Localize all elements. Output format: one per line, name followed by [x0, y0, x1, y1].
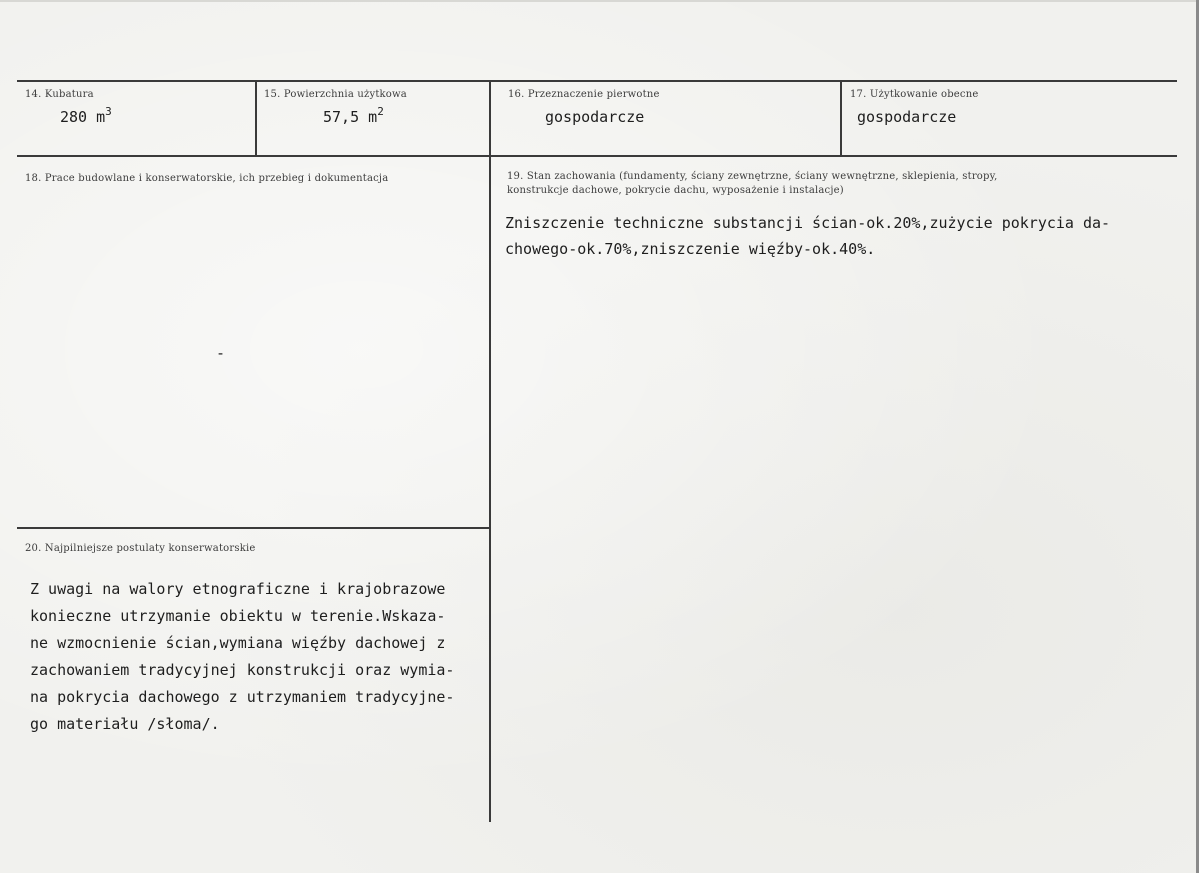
card-top-edge: [0, 0, 1199, 2]
prace-value: -: [216, 344, 226, 362]
powierzchnia-value: [323, 104, 384, 130]
grid-line-col1: [255, 80, 257, 156]
przeznaczenie-value: gospodarcze: [545, 108, 645, 126]
stan-label-line1: 19. Stan zachowania (fundamenty, ściany zewnętrzne, ściany wewnętrzne, sklepienia, stropy,: [507, 171, 998, 182]
stan-label-line2: konstrukcje dachowe, pokrycie dachu, wyposażenie i instalacje): [507, 185, 844, 196]
grid-line-section18-bottom: [17, 527, 490, 529]
kubatura-label: 14. Kubatura: [25, 89, 94, 100]
postulaty-text-line: go materiału /słoma/.: [30, 715, 220, 733]
postulaty-text-line: ne wzmocnienie ścian,wymiana więźby dachowej z: [30, 634, 446, 652]
powierzchnia-label: 15. Powierzchnia użytkowa: [264, 89, 407, 100]
kubatura-value-text: 280 m: [60, 108, 106, 126]
postulaty-label: 20. Najpilniejsze postulaty konserwatorskie: [25, 543, 256, 554]
przeznaczenie-label: 16. Przeznaczenie pierwotne: [508, 89, 660, 100]
postulaty-text-line: konieczne utrzymanie obiektu w terenie.Wskaza-: [30, 607, 446, 625]
stan-text: [505, 210, 1110, 262]
prace-label: 18. Prace budowlane i konserwatorskie, ich przebieg i dokumentacja: [25, 173, 389, 184]
uzytkowanie-label: 17. Użytkowanie obecne: [850, 89, 979, 100]
grid-line-col3: [840, 80, 842, 156]
grid-line-col2: [489, 80, 491, 822]
grid-line-top: [17, 80, 1177, 82]
kubatura-value: [60, 104, 112, 130]
postulaty-text: [30, 576, 454, 738]
stan-text-line: chowego-ok.70%,zniszczenie więźby-ok.40%.: [505, 240, 876, 258]
postulaty-text-line: zachowaniem tradycyjnej konstrukcji oraz wymia-: [30, 661, 455, 679]
grid-line-row1-bottom: [17, 155, 1177, 157]
stan-text-line: Zniszczenie techniczne substancji ścian-ok.20%,zużycie pokrycia da-: [505, 214, 1111, 232]
powierzchnia-value-text: 57,5 m: [323, 108, 378, 126]
postulaty-text-line: na pokrycia dachowego z utrzymaniem tradycyjne-: [30, 688, 455, 706]
powierzchnia-unit-exponent: 2: [377, 105, 384, 118]
uzytkowanie-value: gospodarcze: [857, 108, 957, 126]
postulaty-text-line: Z uwagi na walory etnograficzne i krajobrazowe: [30, 580, 446, 598]
kubatura-unit-exponent: 3: [105, 105, 112, 118]
